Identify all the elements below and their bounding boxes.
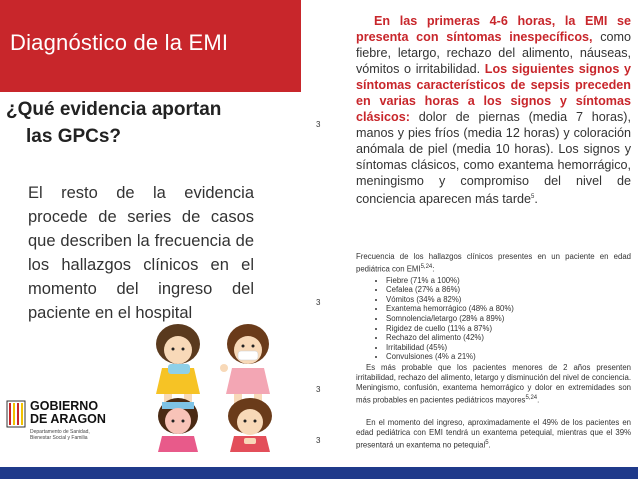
symptom-list (356, 276, 631, 362)
reference-number: 3 (316, 298, 321, 307)
reference-number: 3 (316, 385, 321, 394)
age-end: . (537, 395, 540, 405)
list-item: • Exantema hemorrágico (48% a 80%) (386, 304, 631, 314)
list-item: • Rigidez de cuello (11% a 87%) (386, 324, 631, 334)
child-stomachache-icon (228, 398, 272, 452)
logo-line-1: GOBIERNO (30, 399, 99, 413)
question-line-2: las GPCs? (26, 126, 122, 147)
admission-paragraph (356, 418, 631, 451)
logo-name (30, 400, 106, 426)
page-title: Diagnóstico de la EMI (10, 30, 229, 55)
main-sup: 5 (531, 194, 535, 200)
child-yellow-icon (156, 324, 200, 404)
logo-sub-2: Bienestar Social y Familia (30, 435, 88, 441)
list-item: • Cefalea (27% a 86%) (386, 285, 631, 295)
admission-sup: 5 (485, 440, 489, 446)
main-end: . (534, 192, 538, 207)
title-banner (0, 0, 301, 92)
sick-children-illustration (140, 318, 300, 452)
frequency-intro: Frecuencia de los hallazgos clínicos presentes en un paciente en edad pediátrica con EMI (356, 252, 631, 274)
logo-line-2: DE ARAGON (30, 412, 106, 426)
list-item: • Fiebre (71% a 100%) (386, 276, 631, 286)
gobierno-aragon-logo (4, 400, 124, 456)
logo-sub-1: Departamento de Sanidad, (30, 429, 90, 435)
reference-number: 3 (316, 120, 321, 129)
admission-text: En el momento del ingreso, aproximadamente el 49% de los pacientes en edad pediátrica con EMI tendrá un exantema petequial, mientras que el 39% presentará un exantema no petequial (356, 418, 631, 450)
question-line-1: ¿Qué evidencia aportan (6, 99, 222, 120)
reference-number: 3 (316, 436, 321, 445)
frequency-sup: 5,24 (420, 264, 433, 270)
list-item: • Vómitos (34% a 82%) (386, 295, 631, 305)
list-item: • Somnolencia/letargo (28% a 89%) (386, 314, 631, 324)
age-text: Es más probable que los pacientes menores de 2 años presenten irritabilidad, rechazo del alimento, letargo y disminución del nivel de conciencia. Meningismo, confusión, exantema hemorrágico y dolor en extremidades son más probables en pacientes pediátricos mayores (356, 363, 631, 405)
list-item: • Convulsiones (4% a 21%) (386, 352, 631, 362)
main-paragraph (356, 13, 631, 207)
logo-subtitle (30, 429, 90, 441)
list-item: • Rechazo del alimento (42%) (386, 333, 631, 343)
admission-end: . (488, 440, 491, 450)
footer-bar (0, 467, 638, 479)
main-rest-2: dolor de piernas (media 7 horas), manos y pies fríos (media 12 horas) y coloración anómala de piel (media 10 horas). Los signos y síntomas clásicos, como exantema hemorrágico, meningismo y compromiso del nivel de conciencia aparecen más tarde (356, 110, 631, 207)
child-fever-icon (158, 398, 198, 452)
aragon-coat-of-arms-icon (6, 400, 26, 428)
age-paragraph (356, 363, 631, 406)
child-pink-icon (220, 324, 270, 404)
age-sup: 5,24 (525, 395, 538, 401)
list-item: • Irritabilidad (45%) (386, 343, 631, 353)
left-body-text: El resto de la evidencia procede de series de casos que describen la frecuencia de los hallazgos clínicos en el momento del ingreso del paciente en el hospital (28, 184, 254, 322)
main-intro-red: En las primeras 4-6 horas, la EMI se presenta con síntomas inespecíficos, (356, 14, 631, 44)
frequency-section (356, 252, 631, 362)
main-intro-rest: como fiebre, letargo, rechazo del alimento, náuseas, vómitos o irritabilidad. (356, 30, 631, 76)
frequency-end: : (432, 264, 435, 274)
main-red-2: Los siguientes signos y síntomas característicos de sepsis preceden en varias horas a los signos y síntomas clásicos: (356, 62, 631, 124)
question-heading (6, 96, 296, 150)
